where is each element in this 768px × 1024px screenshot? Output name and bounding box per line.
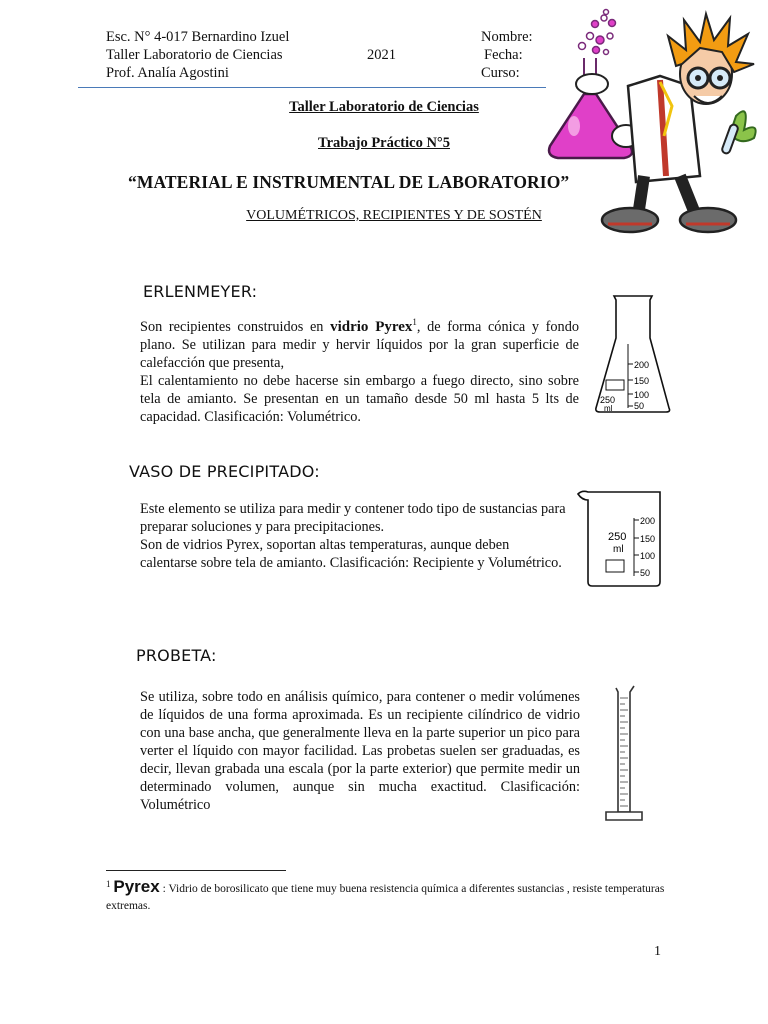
erlenmeyer-flask-icon [592,292,674,416]
probeta-text [140,688,580,814]
erlenmeyer-mark-50: 50 [634,401,645,411]
vaso-text [140,500,568,572]
name-label: Nombre: [481,29,533,45]
teacher-name: Prof. Analía Agostini [106,65,229,81]
erlenmeyer-mark-100: 100 [634,390,650,400]
header-year: 2021 [367,47,396,63]
date-label: Fecha: [484,47,523,63]
vaso-mark-50: 50 [640,568,651,578]
main-title: “MATERIAL E INSTRUMENTAL DE LABORATORIO” [128,172,570,192]
page-number: 1 [654,944,661,959]
header-left [106,28,289,82]
vaso-mark-100: 100 [640,551,656,561]
footnote-number: 1 [106,879,111,890]
vaso-volume: 250 [608,531,627,543]
practical-title: Trabajo Práctico N°5 [318,135,450,151]
footnote [106,878,666,915]
vaso-mark-150: 150 [640,534,656,544]
footnote-term: Pyrex [113,877,160,896]
vaso-heading: VASO DE PRECIPITADO: [129,462,320,481]
school-name: Esc. N° 4-017 Bernardino Izuel [106,29,290,45]
erlenmeyer-heading: ERLENMEYER: [143,282,258,301]
erlenmeyer-mark-200: 200 [634,360,650,370]
vaso-paragraph-1: Este elemento se utiliza para medir y contener todo tipo de sustancias para preparar soluciones y para precipitaciones. [140,501,566,535]
erlenmeyer-figure [592,292,674,416]
footnote-ref[interactable]: 1 [412,317,417,328]
erlenmeyer-text-pre: Son recipientes construidos en [140,319,331,335]
course-label: Curso: [481,65,520,81]
erlenmeyer-volume: 250 [600,395,616,405]
erlenmeyer-text-post: , de forma cónica y fondo plano. Se utilizan para medir y hervir líquidos por la gran superficie de calefacción que presenta, [140,319,580,371]
erlenmeyer-text [140,318,579,426]
vaso-paragraph-2: Son de vidrios Pyrex, soportan altas temperaturas, aunque deben calentarse sobre tela de amianto. Clasificación: Recipiente y Volumétrico. [140,537,562,571]
header-rule [78,87,546,88]
subtitle: VOLUMÉTRICOS, RECIPIENTES Y DE SOSTÉN [246,208,542,223]
vaso-unit: ml [613,544,624,555]
erlenmeyer-unit: ml [604,404,613,413]
footnote-rule [106,870,286,871]
workshop-title: Taller Laboratorio de Ciencias [289,99,479,115]
probeta-heading: PROBETA: [136,646,217,665]
erlenmeyer-paragraph-1 [140,318,579,372]
beaker-icon [576,488,670,588]
workshop-name: Taller Laboratorio de Ciencias [106,47,283,63]
pyrex-term: vidrio Pyrex [330,319,413,335]
probeta-paragraph-1: Se utiliza, sobre todo en análisis químico, para contener o medir volúmenes de líquidos de una forma aproximada. Es un recipiente cilíndrico de vidrio con una base ancha, que generalmente lleva en la parte superior un pico para verter el líquido con mayor facilidad. Las probetas suelen ser graduadas, es decir, llevan grabada una escala (por la parte exterior) que permite medir un determinado volumen, aunque sin mucha exactitud. Clasificación: Volumétrico [140,689,580,813]
graduated-cylinder-icon [598,684,650,830]
footnote-text: : Vidrio de borosilicato que tiene muy buena resistencia química a diferentes sustancias , resiste temperaturas extremas. [106,883,665,912]
vaso-figure [576,488,670,588]
erlenmeyer-paragraph-2: El calentamiento no debe hacerse sin embargo a fuego directo, sino sobre tela de amianto. Se presentan en un tamaño desde 50 ml hasta 5 lts de capacidad. Clasificación: Volumétrico. [140,373,579,425]
header-right [481,28,533,82]
vaso-mark-200: 200 [640,516,656,526]
probeta-figure [598,684,650,830]
erlenmeyer-mark-150: 150 [634,376,650,386]
